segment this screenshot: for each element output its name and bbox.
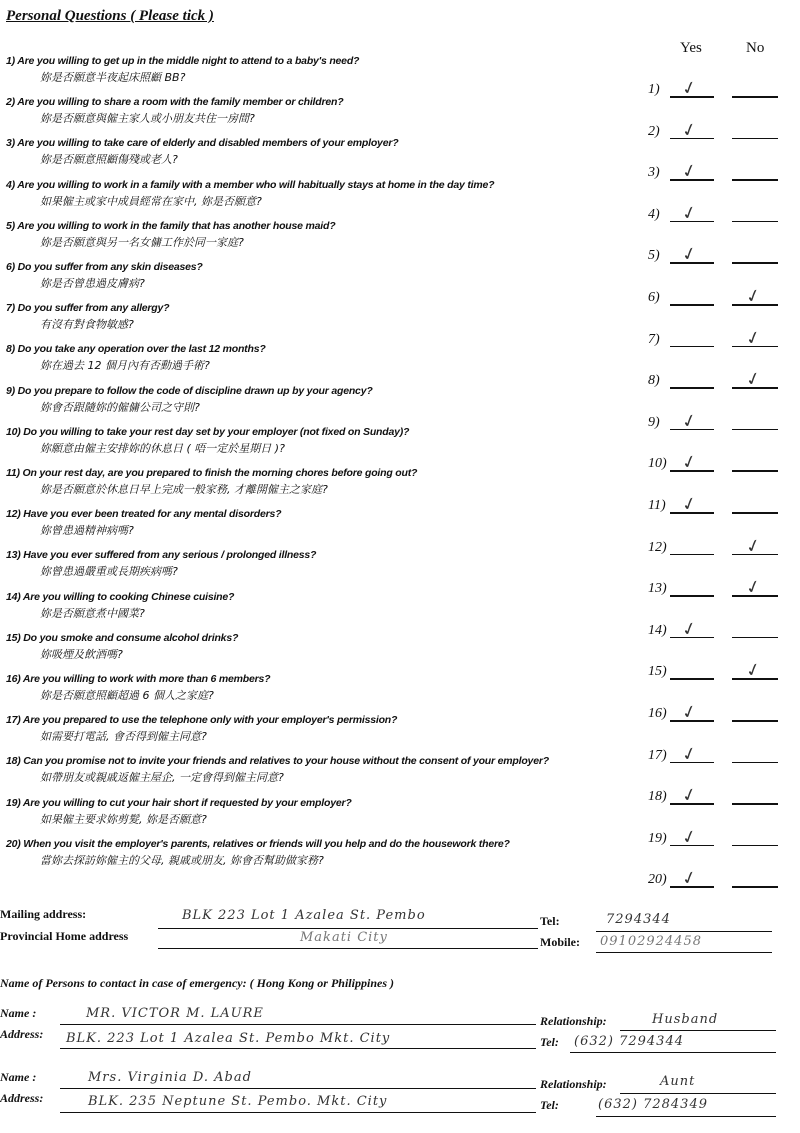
no-answer-line[interactable]: [732, 762, 778, 764]
no-answer-line[interactable]: [732, 179, 778, 181]
provincial-address-label: Provincial Home address: [0, 929, 129, 943]
question-item: [6, 385, 656, 415]
tick-mark-icon: ✓: [679, 700, 700, 725]
yes-answer-line[interactable]: [670, 554, 714, 556]
answer-row: [648, 617, 798, 647]
question-chinese: 妳是否願意於休息日早上完成一般家務, 才離開僱主之家庭?: [40, 483, 328, 496]
contact-1-tel: (632) 7294344: [574, 1034, 684, 1049]
question-item: [6, 220, 656, 250]
mailing-address-value: BLK 223 Lot 1 Azalea St. Pembo: [182, 908, 426, 923]
answer-number: 19): [648, 830, 667, 846]
question-chinese: 妳是否願意半夜起床照顧 BB?: [40, 71, 186, 84]
answer-number: 4): [648, 206, 660, 222]
question-english: 12) Have you ever been treated for any mental disorders?: [6, 508, 282, 521]
question-item: [6, 508, 656, 538]
contact-2-tel: (632) 7284349: [598, 1097, 708, 1112]
question-chinese: 如需要打電話, 會否得到僱主同意?: [40, 730, 207, 744]
answer-number: 18): [648, 789, 667, 805]
answer-number: 10): [648, 456, 667, 472]
tick-mark-icon: ✓: [679, 783, 700, 808]
question-english: 1) Are you willing to get up in the middle night to attend to a baby's need?: [6, 55, 360, 67]
question-english: 5) Are you willing to work in the family that has another house maid?: [6, 219, 336, 232]
contact-1-name-line: [60, 1024, 536, 1025]
no-column-header: No: [746, 40, 765, 56]
question-chinese: 妳在過去 12 個月內有否動過手術?: [40, 359, 210, 373]
question-item: [6, 302, 656, 332]
answer-number: 2): [648, 123, 660, 139]
question-english: 17) Are you prepared to use the telephone only with your employer's permission?: [6, 714, 398, 727]
question-english: 10) Do you willing to take your rest day set by your employer (not fixed on Sunday)?: [6, 425, 410, 438]
no-answer-line[interactable]: [732, 262, 778, 264]
contact-1-name-label: Name :: [0, 1006, 37, 1020]
question-english: 2) Are you willing to share a room with the family member or children?: [6, 96, 344, 109]
emergency-heading: Name of Persons to contact in case of emergency: ( Hong Kong or Philippines ): [0, 976, 394, 990]
mobile-label: Mobile:: [540, 935, 580, 949]
tick-mark-icon: ✓: [679, 242, 700, 267]
answer-number: 5): [648, 248, 660, 264]
question-english: 6) Do you suffer from any skin diseases?: [6, 261, 203, 273]
no-answer-line[interactable]: [732, 886, 778, 888]
tick-mark-icon: ✓: [679, 76, 700, 101]
answer-row: [648, 658, 798, 688]
tel-value: 7294344: [606, 912, 671, 927]
question-item: [6, 755, 656, 785]
tick-mark-icon: ✓: [743, 658, 764, 683]
question-item: [6, 549, 656, 579]
contact-2-address-line: [60, 1112, 536, 1113]
question-english: 8) Do you take any operation over the last 12 months?: [6, 343, 266, 356]
question-item: [6, 55, 656, 85]
no-answer-line[interactable]: [732, 429, 778, 431]
yes-answer-line[interactable]: [670, 304, 714, 306]
tick-mark-icon: ✓: [743, 533, 764, 559]
answer-row: [648, 242, 798, 272]
question-english: 20) When you visit the employer's parents, relatives or friends will you help and do the housework there?: [6, 837, 510, 850]
no-answer-line[interactable]: [732, 221, 778, 223]
no-answer-line[interactable]: [732, 637, 778, 639]
contact-2-tel-label: Tel:: [540, 1098, 559, 1112]
answer-number: 20): [648, 872, 667, 888]
no-answer-line[interactable]: [732, 803, 778, 805]
answer-number: 17): [648, 747, 667, 763]
question-chinese: 妳曾患過嚴重或長期疾病嗎?: [40, 565, 178, 579]
question-chinese: 妳是否願意照顧超過 6 個人之家庭?: [40, 689, 214, 702]
question-item: [6, 673, 656, 703]
tick-mark-icon: ✓: [743, 284, 764, 309]
tick-mark-icon: ✓: [679, 617, 700, 642]
tick-mark-icon: ✓: [679, 492, 700, 517]
answer-number: 11): [648, 498, 666, 513]
mailing-address-label: Mailing address:: [0, 907, 87, 921]
tel-line: [596, 931, 772, 932]
answer-row: [648, 533, 798, 564]
no-answer-line[interactable]: [732, 96, 778, 98]
question-item: [6, 179, 656, 209]
answer-row: [648, 741, 798, 772]
tick-mark-icon: ✓: [679, 741, 700, 767]
answer-row: [648, 201, 798, 231]
yes-answer-line[interactable]: [670, 595, 714, 597]
yes-answer-line[interactable]: [670, 678, 714, 680]
question-item: [6, 632, 656, 662]
answer-row: [648, 492, 798, 522]
question-english: 9) Do you prepare to follow the code of discipline drawn up by your agency?: [6, 384, 373, 397]
question-english: 15) Do you smoke and consume alcohol drinks?: [6, 631, 239, 644]
answer-number: 12): [648, 539, 667, 555]
question-english: 4) Are you willing to work in a family with a member who will habitually stays at home in the day time?: [6, 178, 495, 191]
answer-row: [648, 409, 798, 439]
tick-mark-icon: ✓: [743, 575, 764, 600]
no-answer-line[interactable]: [732, 845, 778, 847]
question-item: [6, 591, 656, 621]
answer-number: 8): [648, 373, 660, 389]
answer-number: 15): [648, 664, 667, 680]
contact-2-name-label: Name :: [0, 1070, 37, 1084]
question-chinese: 當妳去探訪妳僱主的父母, 親戚或朋友, 妳會否幫助做家務?: [40, 853, 324, 867]
contact-2-relationship-label: Relationship:: [540, 1077, 607, 1091]
tick-mark-icon: ✓: [743, 367, 764, 392]
contact-2-name: Mrs. Virginia D. Abad: [88, 1070, 252, 1085]
question-chinese: 妳是否曾患過皮膚病?: [40, 277, 145, 290]
answer-row: [648, 367, 798, 397]
answer-row: [648, 284, 798, 314]
answer-row: [648, 117, 798, 148]
question-chinese: 妳是否願意照顧傷殘或老人?: [40, 153, 178, 167]
question-chinese: 有沒有對食物敏感?: [40, 318, 134, 332]
contact-2-address-label: Address:: [0, 1091, 44, 1105]
tick-mark-icon: ✓: [679, 450, 700, 475]
question-chinese: 如果僱主或家中成員經常在家中, 妳是否願意?: [40, 194, 262, 208]
tick-mark-icon: ✓: [679, 825, 700, 850]
answer-row: [648, 325, 798, 356]
mobile-value: 09102924458: [600, 934, 702, 949]
question-chinese: 妳曾患過精神病嗎?: [40, 524, 134, 538]
answer-number: 3): [648, 165, 660, 181]
provincial-address-value: Makati City: [300, 930, 388, 945]
question-english: 11) On your rest day, are you prepared to finish the morning chores before going out?: [6, 467, 418, 479]
question-item: [6, 797, 656, 827]
answer-row: [648, 866, 798, 896]
no-answer-line[interactable]: [732, 470, 778, 472]
answer-row: [648, 825, 798, 855]
answer-row: [648, 700, 798, 730]
contact-1-name: MR. VICTOR M. LAURE: [86, 1006, 264, 1021]
tick-mark-icon: ✓: [743, 325, 764, 351]
question-chinese: 妳是否願意煮中國菜?: [40, 606, 145, 620]
provincial-address-line: [158, 948, 538, 949]
question-english: 13) Have you ever suffered from any serious / prolonged illness?: [6, 549, 317, 562]
mobile-line: [596, 952, 772, 953]
question-chinese: 妳會否跟隨妳的僱傭公司之守則?: [40, 400, 200, 414]
question-item: [6, 96, 656, 126]
no-answer-line[interactable]: [732, 512, 778, 514]
tick-mark-icon: ✓: [679, 201, 700, 226]
contact-1-relationship: Husband: [652, 1012, 719, 1027]
contact-1-tel-line: [570, 1052, 776, 1053]
contact-1-tel-label: Tel:: [540, 1035, 559, 1049]
tel-label: Tel:: [540, 914, 560, 928]
answer-row: [648, 76, 798, 106]
tick-mark-icon: ✓: [679, 409, 700, 434]
answer-number: 6): [648, 290, 660, 305]
question-item: [6, 261, 656, 291]
yes-column-header: Yes: [680, 40, 702, 56]
question-chinese: 妳願意由僱主安排妳的休息日 ( 唔一定於星期日 )?: [40, 441, 285, 455]
answer-number: 14): [648, 622, 667, 638]
answer-number: 9): [648, 414, 660, 430]
answer-number: 13): [648, 581, 667, 597]
question-item: [6, 137, 656, 167]
no-answer-line[interactable]: [732, 138, 778, 140]
contact-2-address: BLK. 235 Neptune St. Pembo. Mkt. City: [88, 1094, 388, 1109]
yes-answer-line[interactable]: [670, 346, 714, 348]
question-item: [6, 838, 656, 868]
question-chinese: 妳吸煙及飲酒嗎?: [40, 647, 123, 661]
contact-2-relationship: Aunt: [660, 1074, 696, 1089]
question-item: [6, 714, 656, 744]
tick-mark-icon: ✓: [679, 117, 700, 143]
answer-row: [648, 575, 798, 605]
answer-row: [648, 450, 798, 480]
contact-1-relationship-label: Relationship:: [540, 1014, 607, 1028]
answer-row: [648, 783, 798, 813]
question-item: [6, 426, 656, 456]
question-item: [6, 343, 656, 373]
question-english: 19) Are you willing to cut your hair short if requested by your employer?: [6, 796, 352, 809]
contact-1-relationship-line: [620, 1030, 776, 1031]
contact-2-relationship-line: [620, 1093, 776, 1094]
question-english: 3) Are you willing to take care of elderly and disabled members of your employer?: [6, 137, 399, 150]
question-english: 16) Are you willing to work with more than 6 members?: [6, 673, 271, 685]
tick-mark-icon: ✓: [679, 159, 700, 184]
answer-number: 7): [648, 331, 660, 347]
question-item: [6, 467, 656, 497]
question-english: 18) Can you promise not to invite your friends and relatives to your house without the consent of your employer?: [6, 755, 549, 768]
question-english: 14) Are you willing to cooking Chinese cuisine?: [6, 590, 235, 603]
answer-number: 16): [648, 706, 667, 721]
question-chinese: 如帶朋友或親戚返僱主屋企, 一定會得到僱主同意?: [40, 771, 284, 785]
yes-answer-line[interactable]: [670, 387, 714, 389]
contact-2-name-line: [60, 1088, 536, 1089]
tick-mark-icon: ✓: [679, 866, 700, 891]
contact-2-tel-line: [596, 1116, 776, 1117]
question-chinese: 妳是否願意與僱主家人或小朋友共住一房間?: [40, 112, 255, 126]
contact-1-address: BLK. 223 Lot 1 Azalea St. Pembo Mkt. City: [66, 1031, 391, 1046]
no-answer-line[interactable]: [732, 720, 778, 722]
question-chinese: 妳是否願意與另一名女傭工作於同一家庭?: [40, 235, 244, 249]
answer-number: 1): [648, 82, 660, 97]
contact-1-address-line: [60, 1048, 536, 1049]
question-english: 7) Do you suffer from any allergy?: [6, 302, 170, 315]
contact-1-address-label: Address:: [0, 1027, 44, 1041]
answer-row: [648, 159, 798, 189]
question-chinese: 如果僱主要求妳剪髮, 妳是否願意?: [40, 812, 207, 826]
page-title: Personal Questions ( Please tick ): [6, 8, 214, 24]
